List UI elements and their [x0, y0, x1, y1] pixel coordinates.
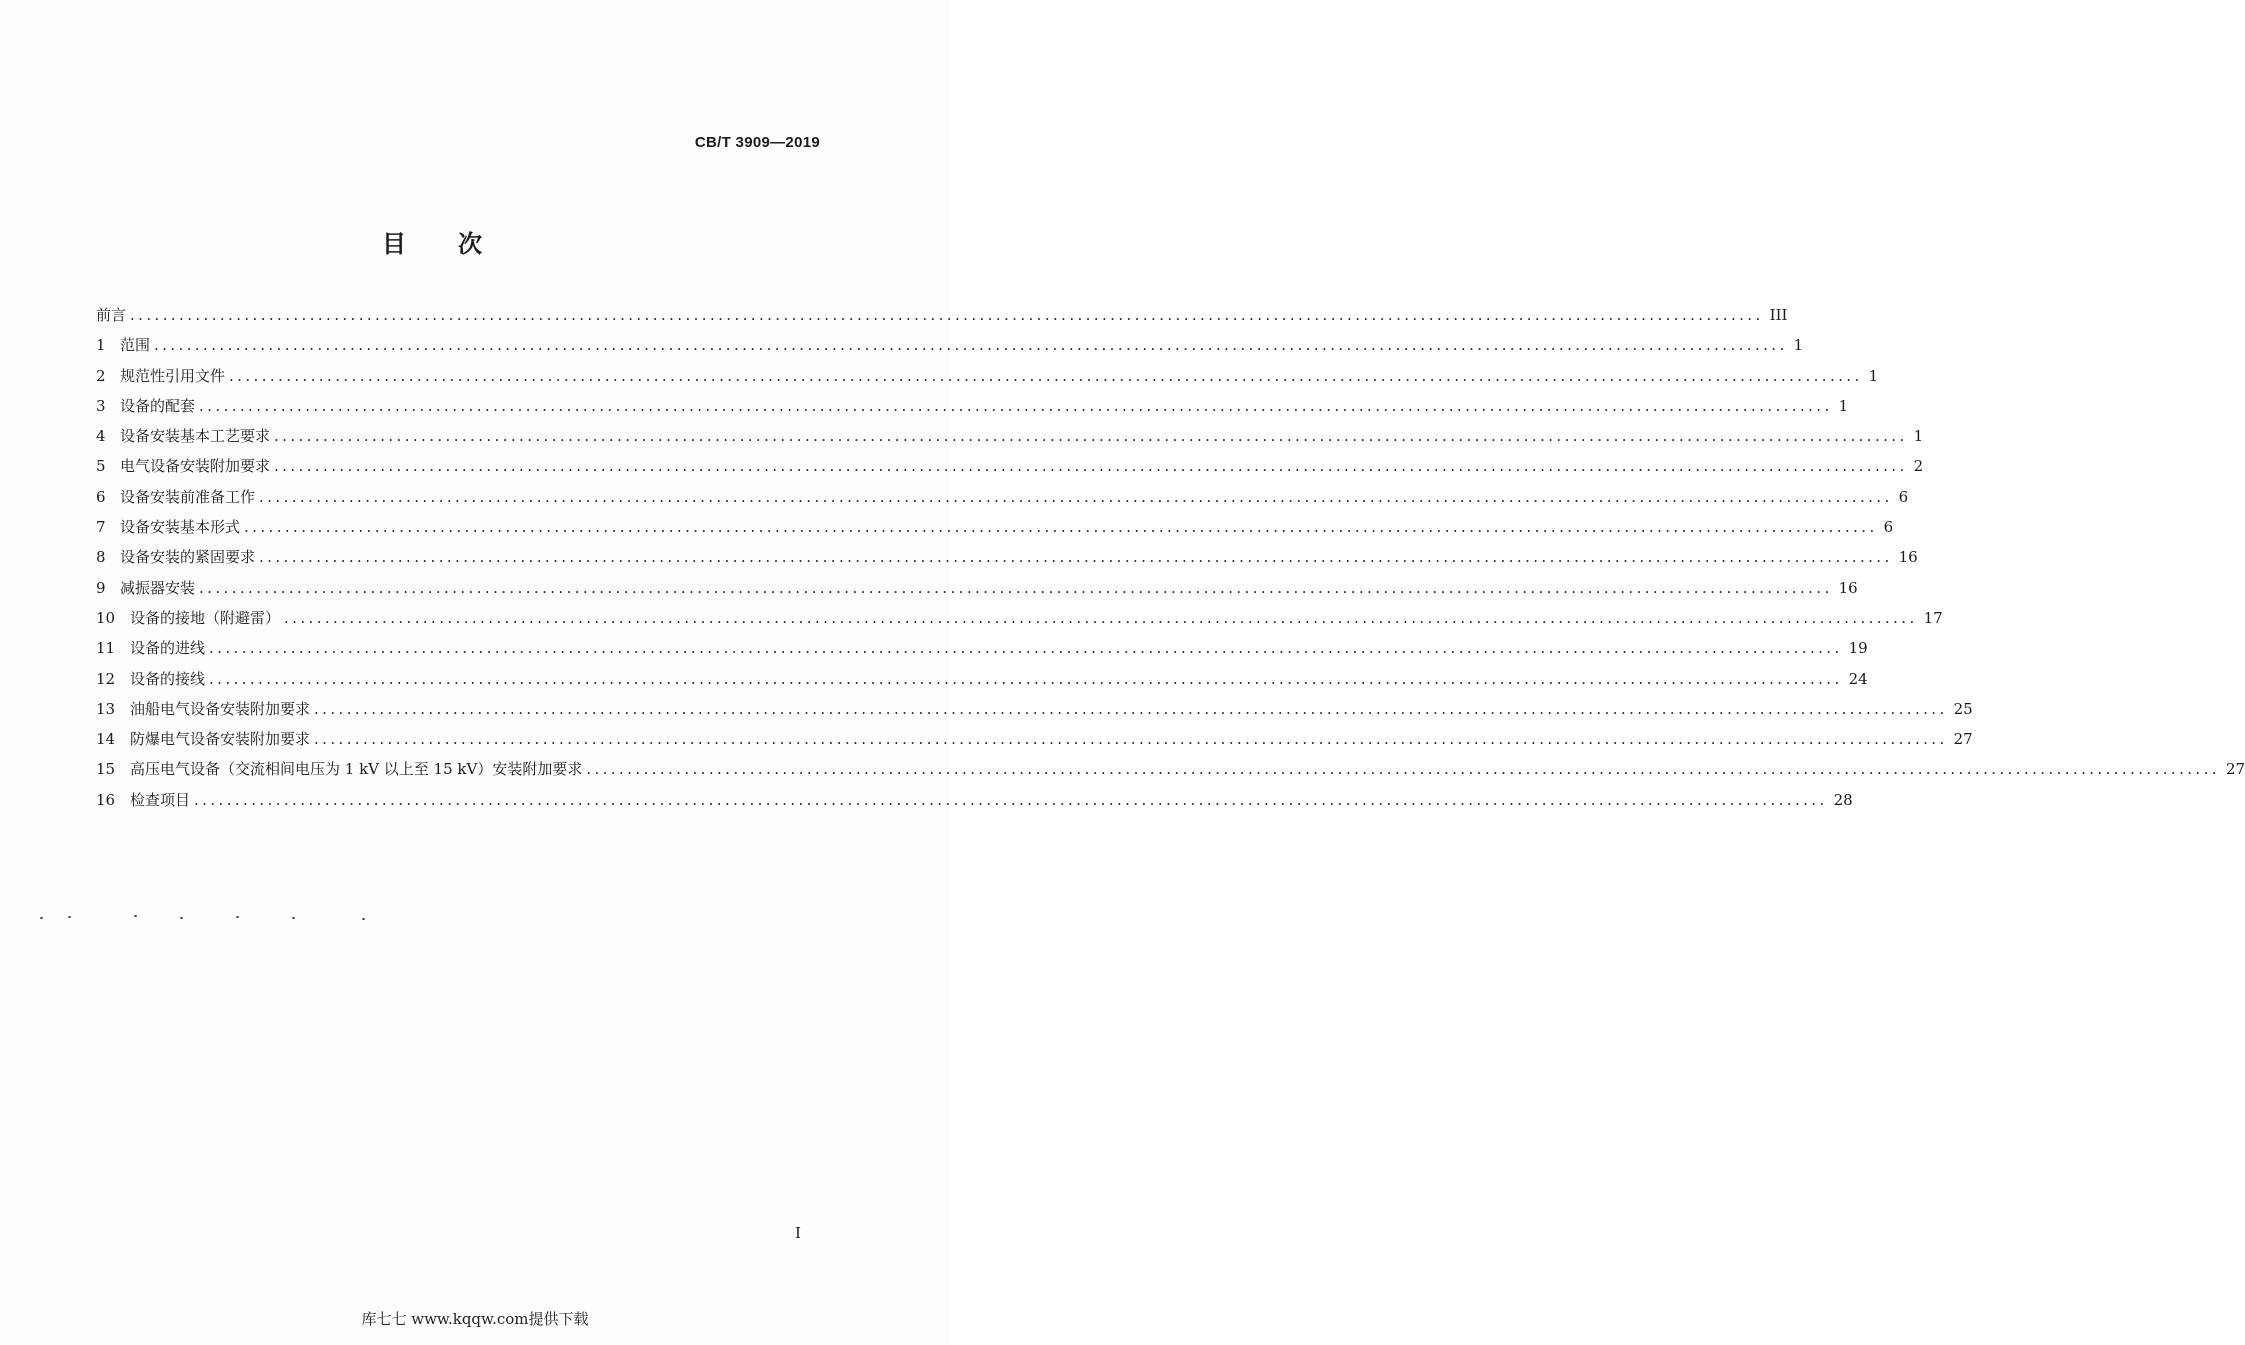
toc-entry-page: 17: [1923, 608, 1943, 627]
toc-dot-leader: ........................................................................................................................................................................................................: [274, 427, 1908, 446]
toc-entry-title: 设备安装前准备工作: [120, 487, 256, 506]
scan-speck: [40, 917, 43, 919]
toc-entry-title: 范围: [120, 336, 151, 355]
toc-entry-title: 设备安装的紧固要求: [120, 548, 256, 567]
toc-entry[interactable]: [96, 542, 1918, 572]
toc-entry[interactable]: [96, 754, 2245, 784]
toc-entry-number: 6: [96, 487, 106, 506]
toc-entry-page: 27: [1953, 730, 1973, 749]
toc-entry[interactable]: [96, 391, 1849, 421]
toc-entry[interactable]: [96, 785, 1853, 815]
toc-entry[interactable]: [96, 482, 1909, 512]
toc-dot-leader: ........................................................................................................................................................................................................: [284, 608, 1918, 627]
toc-entry-page: 1: [1913, 427, 1924, 446]
standard-code: CB/T 3909—2019: [694, 134, 820, 151]
toc-entry-page: 24: [1848, 669, 1868, 688]
toc-entry-title: 前言: [96, 306, 127, 324]
toc-dot-leader: ........................................................................................................................................................................................................: [229, 366, 1863, 385]
toc-dot-leader: ........................................................................................................................................................................................................: [199, 396, 1833, 415]
toc-entry-number: 9: [96, 578, 106, 597]
toc-dot-leader: ........................................................................................................................................................................................................: [199, 578, 1833, 597]
toc-entry-page: 16: [1838, 578, 1858, 597]
toc-entry-number: 4: [96, 427, 106, 446]
toc-entry-number: 12: [96, 669, 116, 688]
toc-entry[interactable]: [96, 694, 1973, 724]
toc-entry-number: 15: [96, 760, 116, 779]
toc-entry[interactable]: [96, 330, 1804, 360]
toc-dot-leader: ........................................................................................................................................................................................................: [194, 790, 1828, 809]
toc-entry-title: 设备的进线: [130, 639, 206, 658]
toc-dot-leader: ........................................................................................................................................................................................................: [130, 306, 1764, 324]
toc-entry-page: III: [1769, 306, 1788, 324]
toc-entry-title: 设备的接地（附避雷）: [130, 608, 281, 627]
scan-speck: [134, 915, 137, 917]
scan-speck: [292, 917, 295, 919]
toc-entry-page: 1: [1838, 396, 1849, 415]
toc-entry-number: 11: [96, 639, 116, 658]
scan-speck: [68, 916, 71, 918]
toc-entry[interactable]: [96, 603, 1943, 633]
toc-entry-title: 油船电气设备安装附加要求: [130, 699, 311, 718]
toc-entry-page: 1: [1868, 366, 1879, 385]
toc-entry[interactable]: [96, 633, 1868, 663]
toc-title: 目次: [382, 230, 534, 258]
toc-entry-number: 16: [96, 790, 116, 809]
toc-dot-leader: ........................................................................................................................................................................................................: [209, 669, 1843, 688]
toc-dot-leader: ........................................................................................................................................................................................................: [244, 518, 1878, 537]
toc-entry-title: 高压电气设备（交流相间电压为 1 kV 以上至 15 kV）安装附加要求: [130, 760, 583, 779]
toc-entry[interactable]: [96, 724, 1973, 754]
toc-entry-title: 规范性引用文件: [120, 366, 226, 385]
toc-dot-leader: ........................................................................................................................................................................................................: [314, 699, 1948, 718]
toc-entry-number: 3: [96, 396, 106, 415]
toc-entry-title: 设备的配套: [120, 396, 196, 415]
toc-entry-page: 28: [1833, 790, 1853, 809]
toc-entry-number: 7: [96, 518, 106, 537]
scan-speck: [362, 918, 365, 920]
table-of-contents: [96, 300, 2245, 815]
scan-speck: [180, 917, 183, 919]
toc-entry-title: 设备安装基本工艺要求: [120, 427, 271, 446]
toc-entry-page: 25: [1953, 699, 1973, 718]
toc-dot-leader: ........................................................................................................................................................................................................: [259, 548, 1893, 567]
page-number: I: [795, 1224, 801, 1242]
toc-entry[interactable]: [96, 451, 1924, 481]
toc-entry-number: 8: [96, 548, 106, 567]
toc-dot-leader: ........................................................................................................................................................................................................: [209, 639, 1843, 658]
toc-entry-page: 6: [1883, 518, 1894, 537]
toc-entry-title: 检查项目: [130, 790, 191, 809]
toc-entry-title: 设备安装基本形式: [120, 518, 241, 537]
toc-dot-leader: ........................................................................................................................................................................................................: [154, 336, 1788, 355]
toc-entry-number: 10: [96, 608, 116, 627]
scan-speck: [236, 916, 239, 918]
footer-watermark: 库七七 www.kqqw.com提供下载: [361, 1310, 589, 1328]
toc-entry-title: 设备的接线: [130, 669, 206, 688]
toc-entry[interactable]: [96, 664, 1868, 694]
toc-entry[interactable]: [96, 361, 1879, 391]
toc-entry-number: 14: [96, 730, 116, 749]
toc-entry-number: 2: [96, 366, 106, 385]
toc-entry-page: 1: [1793, 336, 1804, 355]
toc-entry-page: 27: [2225, 760, 2245, 779]
toc-dot-leader: ........................................................................................................................................................................................................: [259, 487, 1893, 506]
toc-entry-number: 13: [96, 699, 116, 718]
toc-entry[interactable]: [96, 300, 1788, 330]
toc-entry-title: 减振器安装: [120, 578, 196, 597]
toc-entry-title: 电气设备安装附加要求: [120, 457, 271, 476]
toc-dot-leader: ........................................................................................................................................................................................................: [274, 457, 1908, 476]
toc-entry-number: 1: [96, 336, 106, 355]
toc-entry[interactable]: [96, 421, 1924, 451]
toc-entry-page: 19: [1848, 639, 1868, 658]
toc-entry-page: 2: [1913, 457, 1924, 476]
toc-entry-title: 防爆电气设备安装附加要求: [130, 730, 311, 749]
toc-dot-leader: ........................................................................................................................................................................................................: [586, 760, 2220, 779]
toc-dot-leader: ........................................................................................................................................................................................................: [314, 730, 1948, 749]
toc-entry[interactable]: [96, 512, 1894, 542]
toc-entry[interactable]: [96, 573, 1858, 603]
toc-entry-number: 5: [96, 457, 106, 476]
toc-entry-page: 6: [1898, 487, 1909, 506]
toc-entry-page: 16: [1898, 548, 1918, 567]
